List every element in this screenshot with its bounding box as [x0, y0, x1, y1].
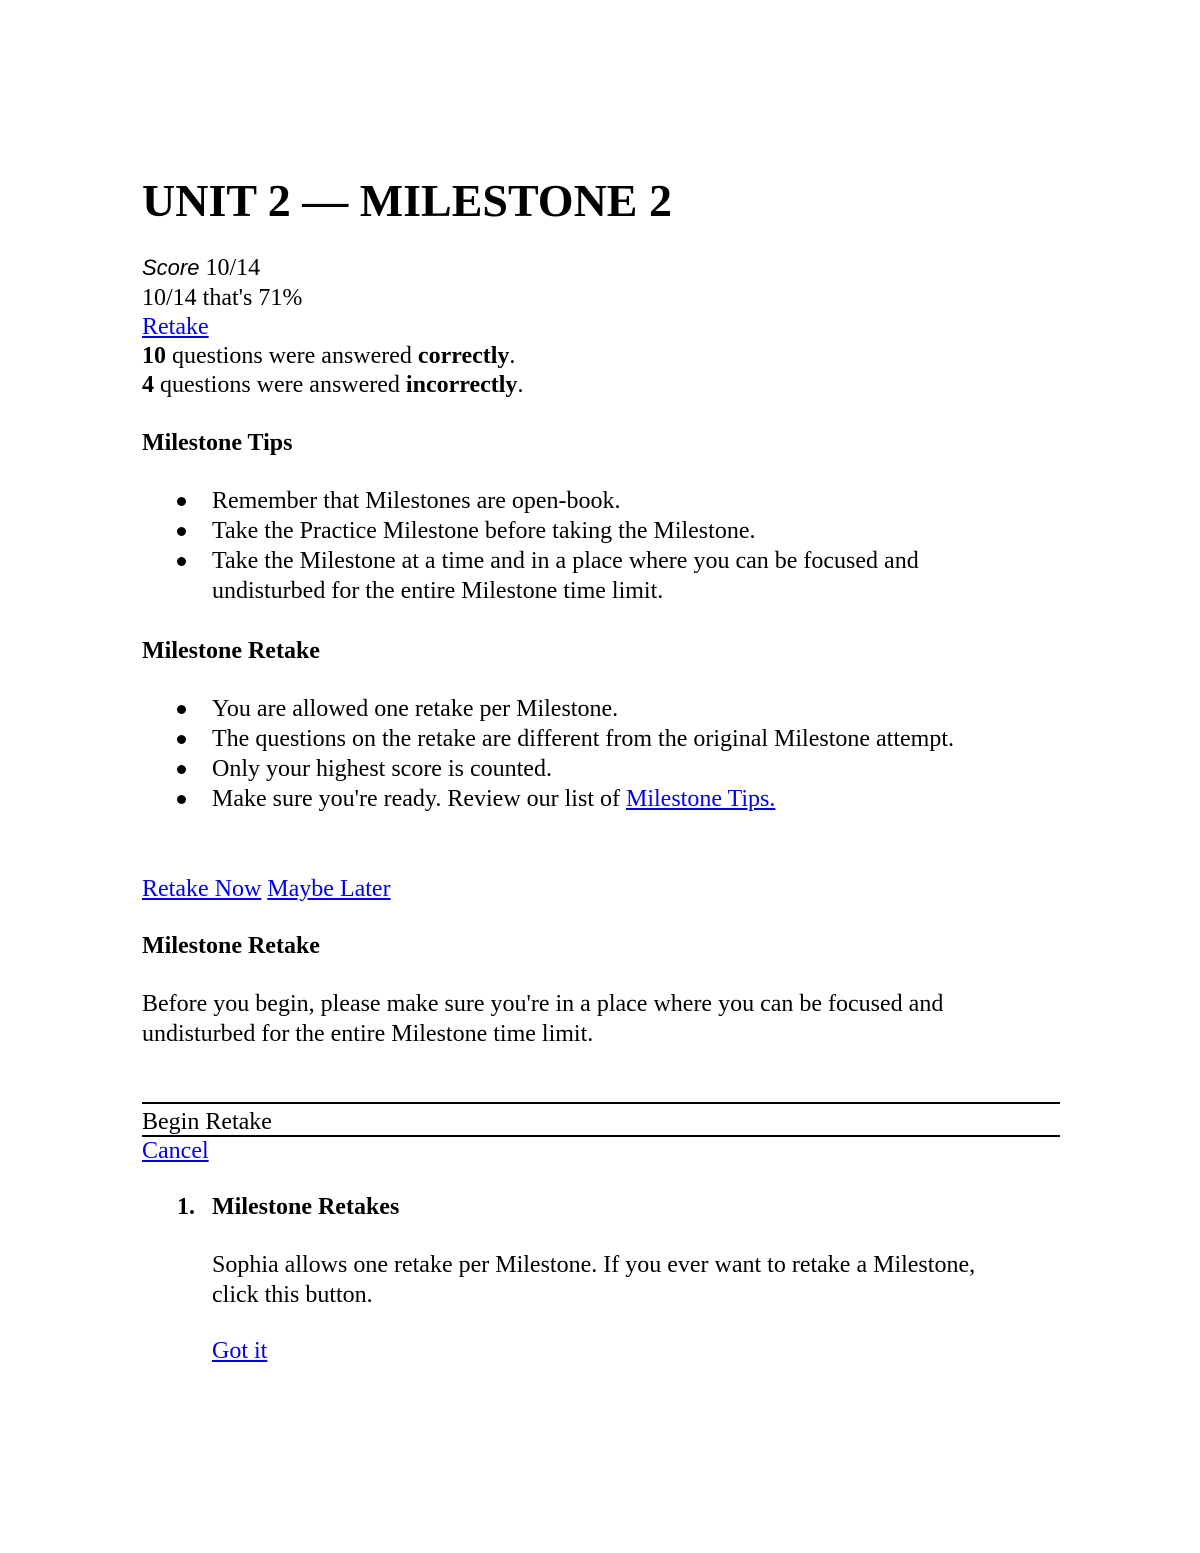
cancel-link[interactable]: Cancel	[142, 1138, 209, 1164]
begin-retake-button[interactable]: Begin Retake	[142, 1109, 272, 1135]
retake-now-link[interactable]: Retake Now	[142, 876, 262, 902]
divider	[142, 1102, 1060, 1104]
list-item: Make sure you're ready. Review our list of Milestone Tips.	[142, 784, 1060, 814]
correct-word: correctly	[417, 343, 510, 369]
got-it-link[interactable]: Got it	[212, 1338, 268, 1364]
tooltip-step	[142, 1192, 1060, 1366]
tips-heading: Milestone Tips	[142, 430, 293, 456]
tooltip-heading: Milestone Retakes	[212, 1194, 400, 1220]
tooltip-text: Sophia allows one retake per Milestone. If you ever want to retake a Milestone, click this button.	[212, 1252, 976, 1308]
incorrect-period: .	[517, 372, 524, 398]
list-item: Only your highest score is counted.	[142, 754, 1060, 784]
list-item: Take the Milestone at a time and in a place where you can be focused and undisturbed for the entire Milestone time limit.	[142, 546, 1060, 606]
list-item: You are allowed one retake per Milestone.	[142, 694, 1060, 724]
correct-period: .	[509, 343, 516, 369]
retake-info-list	[142, 694, 1060, 814]
got-it-wrap	[212, 1336, 1060, 1366]
incorrect-text: questions were answered	[154, 372, 406, 398]
score-label: Score	[142, 255, 200, 280]
cancel-link-wrap	[142, 1136, 209, 1166]
score-summary: 10/14 that's 71%	[142, 285, 303, 311]
retake-link[interactable]: Retake	[142, 314, 209, 340]
list-item: Take the Practice Milestone before taking the Milestone.	[142, 516, 1060, 546]
page-title: UNIT 2 — MILESTONE 2	[142, 175, 672, 226]
retake-link-wrap	[142, 312, 209, 342]
incorrect-word: incorrectly	[405, 372, 518, 398]
milestone-tips-link[interactable]: Milestone Tips.	[625, 786, 776, 812]
action-links	[142, 874, 391, 904]
list-item: The questions on the retake are different from the original Milestone attempt.	[142, 724, 1060, 754]
step-number: 1.	[177, 1194, 195, 1220]
incorrect-count: 4	[142, 372, 154, 398]
maybe-later-link[interactable]: Maybe Later	[267, 876, 391, 902]
retake-info-heading: Milestone Retake	[142, 638, 320, 664]
score-value: 10/14	[205, 255, 261, 281]
score-line	[142, 253, 260, 283]
tips-list	[142, 486, 1060, 606]
list-item: Remember that Milestones are open-book.	[142, 486, 1060, 516]
correct-line	[142, 341, 515, 371]
retake-dialog-heading: Milestone Retake	[142, 933, 320, 959]
incorrect-line	[142, 370, 523, 400]
retake-dialog-text: Before you begin, please make sure you're in a place where you can be focused and undisturbed for the entire Milestone time limit.	[142, 991, 944, 1047]
divider	[142, 1135, 1060, 1137]
correct-count: 10	[142, 343, 166, 369]
correct-text: questions were answered	[166, 343, 418, 369]
